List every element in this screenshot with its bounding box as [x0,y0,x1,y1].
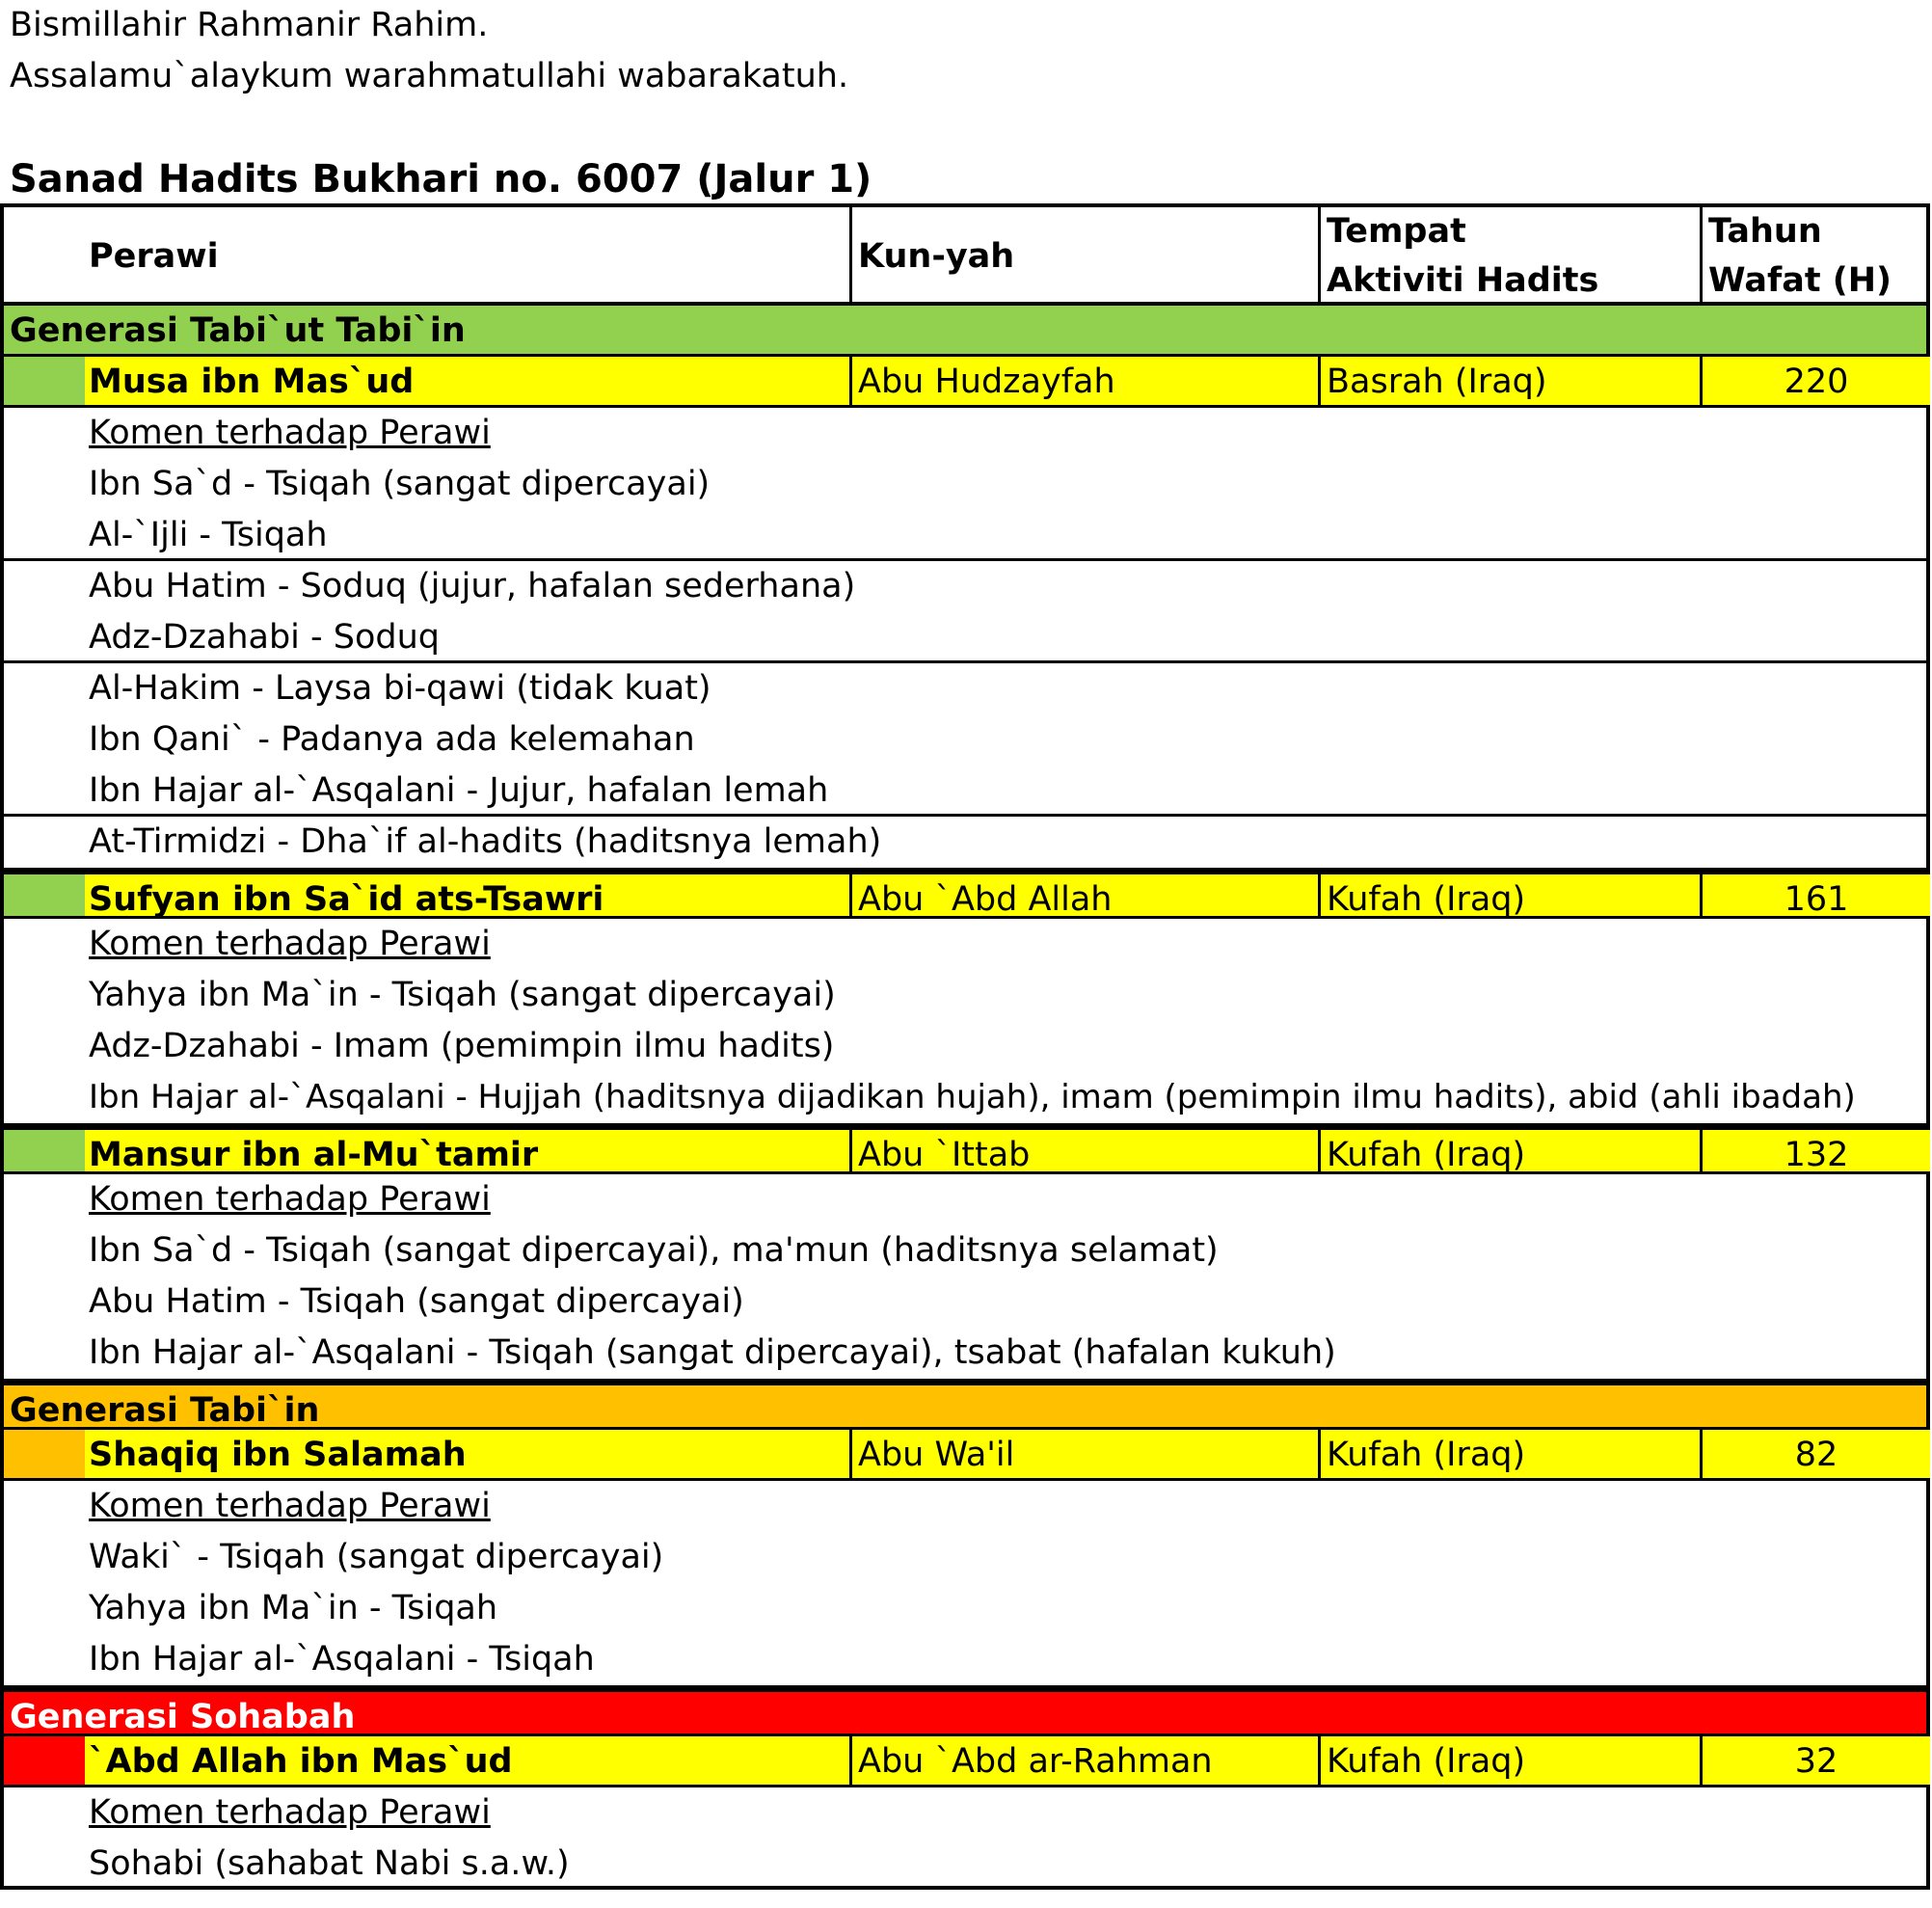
table-header [0,203,1930,306]
comment-line: Ibn Qani` - Padanya ada kelemahan [0,714,1930,766]
comment-line: Ibn Hajar al-`Asqalani - Tsiqah [0,1634,1930,1685]
narrator-kunyah: Abu Hudzayfah [852,357,1321,405]
sanad-table [0,203,1930,1890]
comment-line: Waki` - Tsiqah (sangat dipercayai) [0,1532,1930,1583]
narrator-row [0,357,1930,408]
narrator-tempat: Kufah (Iraq) [1321,1130,1703,1171]
comment-heading: Komen terhadap Perawi [0,1174,1930,1225]
comment-line: Ibn Hajar al-`Asqalani - Hujjah (haditsnya dijadikan hujah), imam (pemimpin ilmu hadits), abid (ahli ibadah) [0,1072,1930,1123]
narrator-kunyah: Abu `Abd ar-Rahman [852,1736,1321,1785]
header-tempat-line2: Aktiviti Hadits [1327,261,1599,300]
narrator-name: Shaqiq ibn Salamah [4,1430,852,1478]
narrator-tempat: Kufah (Iraq) [1321,1430,1703,1478]
header-perawi-label: Perawi [89,237,219,276]
narrator-tahun: 82 [1794,1436,1838,1474]
comment-line: Ibn Sa`d - Tsiqah (sangat dipercayai), ma'mun (haditsnya selamat) [0,1225,1930,1276]
comment-line: Ibn Hajar al-`Asqalani - Jujur, hafalan lemah [0,766,1930,817]
generation-header-tabiut-tabiin: Generasi Tabi`ut Tabi`in [0,306,1930,357]
header-kunyah [852,207,1321,302]
comment-line: Abu Hatim - Tsiqah (sangat dipercayai) [0,1276,1930,1328]
narrator-tahun: 132 [1784,1136,1849,1174]
narrator-tahun: 220 [1784,363,1849,401]
generation-header-tabiin: Generasi Tabi`in [0,1379,1930,1430]
narrator-row [0,1430,1930,1481]
narrator-kunyah: Abu Wa'il [852,1430,1321,1478]
comment-line: Adz-Dzahabi - Soduq [0,612,1930,663]
comment-line: Ibn Hajar al-`Asqalani - Tsiqah (sangat dipercayai), tsabat (hafalan kukuh) [0,1328,1930,1379]
comment-line: Sohabi (sahabat Nabi s.a.w.) [0,1839,1930,1890]
header-tahun [1703,207,1930,302]
narrator-kunyah: Abu `Ittab [852,1130,1321,1171]
header-kunyah-label: Kun-yah [858,237,1015,276]
header-tempat [1321,207,1703,302]
comment-line: Al-`Ijli - Tsiqah [0,510,1930,561]
narrator-kunyah: Abu `Abd Allah [852,874,1321,916]
comment-line: Ibn Sa`d - Tsiqah (sangat dipercayai) [0,459,1930,510]
comment-line: At-Tirmidzi - Dha`if al-hadits (haditsnya lemah) [0,817,1930,868]
comment-heading: Komen terhadap Perawi [0,919,1930,970]
greeting-line-1: Bismillahir Rahmanir Rahim. [10,6,489,44]
narrator-name: Mansur ibn al-Mu`tamir [4,1130,852,1171]
comment-line: Yahya ibn Ma`in - Tsiqah [0,1583,1930,1634]
narrator-tempat: Kufah (Iraq) [1321,874,1703,916]
comment-line: Abu Hatim - Soduq (jujur, hafalan sederhana) [0,561,1930,612]
narrator-tahun: 32 [1794,1742,1838,1781]
narrator-name: Musa ibn Mas`ud [4,357,852,405]
narrator-tahun: 161 [1784,880,1849,919]
narrator-tempat: Kufah (Iraq) [1321,1736,1703,1785]
narrator-row [0,1736,1930,1787]
comment-heading: Komen terhadap Perawi [0,1787,1930,1839]
narrator-name: Sufyan ibn Sa`id ats-Tsawri [4,874,852,916]
generation-header-sohabah: Generasi Sohabah [0,1685,1930,1736]
comment-heading: Komen terhadap Perawi [0,408,1930,459]
header-tempat-line1: Tempat [1327,212,1466,251]
narrator-name: `Abd Allah ibn Mas`ud [4,1736,852,1785]
page-title: Sanad Hadits Bukhari no. 6007 (Jalur 1) [10,157,872,202]
header-perawi [4,207,852,302]
comment-line: Al-Hakim - Laysa bi-qawi (tidak kuat) [0,663,1930,714]
narrator-tempat: Basrah (Iraq) [1321,357,1703,405]
comment-line: Yahya ibn Ma`in - Tsiqah (sangat dipercayai) [0,970,1930,1021]
header-tahun-line1: Tahun [1708,212,1822,251]
greeting-line-2: Assalamu`alaykum warahmatullahi wabarakatuh. [10,57,849,95]
narrator-row [0,1123,1930,1174]
comment-heading: Komen terhadap Perawi [0,1481,1930,1532]
comment-line: Adz-Dzahabi - Imam (pemimpin ilmu hadits) [0,1021,1930,1072]
header-tahun-line2: Wafat (H) [1708,261,1892,300]
narrator-row [0,868,1930,919]
